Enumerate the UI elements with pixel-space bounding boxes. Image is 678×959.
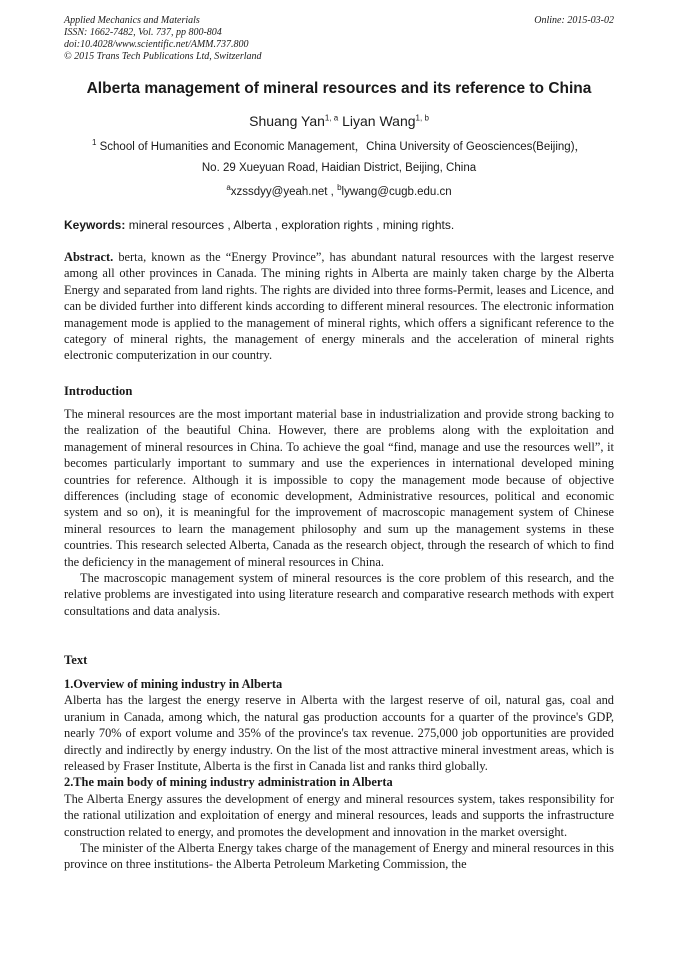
affiliation-line <box>40 138 638 154</box>
paragraph: The minister of the Alberta Energy takes charge of the management of Energy and mineral resources in this province on three institutions- the Alberta Petroleum Marketing Commission, the <box>64 841 614 872</box>
affiliation-address: No. 29 Xueyuan Road, Haidian District, Beijing, China <box>201 162 477 174</box>
paragraph: The Alberta Energy assures the development of energy and mineral resources system, takes responsibility for the rational utilization and exploitation of energy and mineral resources, leads and supports the infrastructure construction related to energy, and promotes the development and innovation in the market oversight. <box>64 791 614 839</box>
journal-name: Applied Mechanics and Materials <box>64 15 200 26</box>
keywords-text: mineral resources , Alberta , exploration rights , mining rights. <box>128 218 455 232</box>
email-line <box>40 183 638 198</box>
author-line <box>40 113 638 129</box>
affiliation-text: School of Humanities and Economic Management，China University of Geosciences(Beijing)， <box>99 141 587 153</box>
keywords <box>64 218 454 232</box>
author-superscript: 1, a <box>324 113 339 123</box>
abstract-label: Abstract. <box>64 250 114 264</box>
email-address[interactable]: lywang@cugb.edu.cn <box>341 185 452 198</box>
doi-line: doi:10.4028/www.scientific.net/AMM.737.800 <box>64 39 249 50</box>
author-superscript: 1, b <box>415 113 429 123</box>
affiliation-superscript: 1 <box>91 138 97 148</box>
copyright-line: © 2015 Trans Tech Publications Ltd, Switzerland <box>64 51 262 62</box>
section-heading: Text <box>64 653 88 667</box>
issn-line: ISSN: 1662-7482, Vol. 737, pp 800-804 <box>64 27 222 38</box>
introduction-body <box>64 406 614 619</box>
subsection-heading: 2.The main body of mining industry administration in Alberta <box>64 775 393 790</box>
paragraph: The macroscopic management system of mineral resources is the core problem of this research, and the relative problems are investigated into using literature research and comparative research methods with expert consultations and data analysis. <box>64 571 614 618</box>
email-superscript: b <box>337 183 342 192</box>
email-superscript: a <box>226 183 231 192</box>
abstract-text: berta, known as the “Energy Province”, has abundant natural resources with the largest reserve among all other provinces in Canada. The mining rights in Alberta are mainly taken charge by the Alberta Energy and separated from land rights. The rights are divided into three forms-Permit, leases and Licence, and can be divided further into different kinds according to different mineral resources. The electronic information management mode is applied to the management of mineral rights, which offers a significant reference to the category of mineral rights, the management of energy minerals and the acceleration of mineral rights electronic computerization in our country. <box>64 250 614 363</box>
email-address[interactable]: xzssdyy@yeah.net , <box>230 185 334 198</box>
paragraph: The mineral resources are the most important material base in industrialization and provide strong backing to the realization of the beautiful China. However, there are problems along with the exploitation and management of mineral resources in China. To achieve the goal “find, manage and use the resources well”, it becomes particularly important to summary and use the experiences in international developed mining countries for reference. Although it is impossible to copy the management mode because of objective differences (including stage of economic development, Administrative resources, political and economic system and so on), it is meaningful for the improvement of macroscopic management system of Chinese mineral resources to learn the management philosophy and sum up the management systems in these countries. This research selected Alberta, Canada as the research object, through the research of which to find the deficiency in the management of mineral resources in China. <box>64 407 614 569</box>
author-name: Liyan Wang <box>342 113 416 129</box>
abstract <box>64 249 614 364</box>
text-section-body <box>64 676 614 873</box>
author-name: Shuang Yan <box>249 113 325 129</box>
paper-title: Alberta management of mineral resources and its reference to China <box>86 80 592 97</box>
subsection-heading: 1.Overview of mining industry in Alberta <box>64 677 283 691</box>
paragraph: Alberta has the largest the energy reserve in Alberta with the largest reserve of oil, natural gas, coal and uranium in Canada, among which, the natural gas production accounts for a quarter of the province's GDP, nearly 70% of export volume and 35% of the province's tax revenue. 275,000 job opportunities are provided directly and indirectly by energy industry. On the list of the most attractive mineral investment areas, which is released by Fraser Institute, Alberta is the first in Canada list and ranks third globally. <box>64 693 614 774</box>
journal-header <box>64 15 262 63</box>
section-heading: Introduction <box>64 384 133 398</box>
online-date: Online: 2015-03-02 <box>534 15 614 26</box>
keywords-label: Keywords: <box>64 218 126 232</box>
